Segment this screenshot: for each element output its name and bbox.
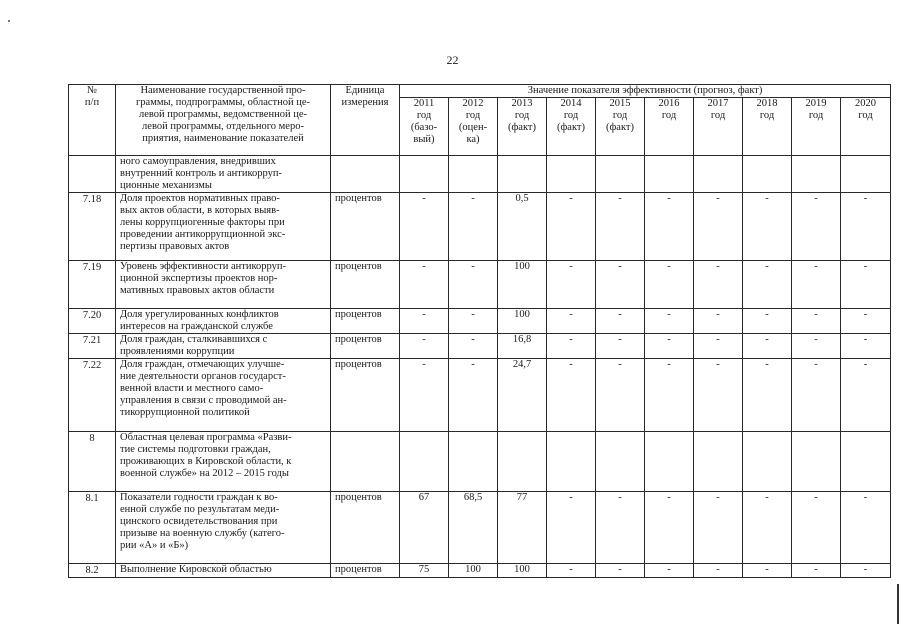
value-cell: 100 <box>449 564 498 578</box>
scan-speck <box>8 20 10 22</box>
value-cell: - <box>694 334 743 359</box>
value-cell: - <box>792 564 841 578</box>
value-cell: - <box>645 309 694 334</box>
row-number: 8.2 <box>69 564 116 578</box>
value-cell: - <box>547 564 596 578</box>
value-cell <box>449 156 498 193</box>
header-values-group: Значение показателя эффективности (прогноз, факт) <box>400 85 891 98</box>
table-row <box>69 432 891 492</box>
value-cell <box>743 156 792 193</box>
value-cell: - <box>743 309 792 334</box>
value-cell: - <box>841 193 891 261</box>
value-cell: - <box>792 309 841 334</box>
value-cell: - <box>596 309 645 334</box>
value-cell: - <box>792 193 841 261</box>
indicator-name: Доля урегулированных конфликтов интересов на гражданской службе <box>116 309 331 334</box>
value-cell: - <box>449 193 498 261</box>
table-row <box>69 334 891 359</box>
value-cell: - <box>743 334 792 359</box>
value-cell: - <box>792 359 841 432</box>
table-row <box>69 359 891 432</box>
table-row <box>69 261 891 309</box>
table-row <box>69 309 891 334</box>
value-cell: - <box>841 564 891 578</box>
value-cell: - <box>743 359 792 432</box>
value-cell <box>841 432 891 492</box>
value-cell: - <box>645 492 694 564</box>
page-number: 22 <box>446 53 459 67</box>
value-cell: - <box>743 193 792 261</box>
value-cell: 16,8 <box>498 334 547 359</box>
unit-of-measure: процентов <box>331 492 400 564</box>
value-cell: - <box>645 193 694 261</box>
value-cell <box>841 156 891 193</box>
value-cell <box>449 432 498 492</box>
indicator-name: Доля граждан, сталкивавшихся с проявлениями коррупции <box>116 334 331 359</box>
value-cell <box>694 156 743 193</box>
unit-of-measure: процентов <box>331 193 400 261</box>
value-cell: - <box>792 492 841 564</box>
row-number: 8.1 <box>69 492 116 564</box>
header-name: Наименование государственной про- граммы, подпрограммы, областной це- левой программы, ведомственной це- левой программы, отдельного меро- приятия, наименование показателей <box>116 85 331 156</box>
value-cell: - <box>547 492 596 564</box>
value-cell: - <box>694 261 743 309</box>
value-cell <box>792 432 841 492</box>
value-cell: - <box>841 334 891 359</box>
unit-of-measure: процентов <box>331 261 400 309</box>
unit-of-measure: процентов <box>331 334 400 359</box>
value-cell: - <box>596 193 645 261</box>
value-cell: - <box>645 359 694 432</box>
header-year-9: 2020 год <box>841 98 891 156</box>
header-year-4: 2015 год (факт) <box>596 98 645 156</box>
indicator-name: Уровень эффективности антикорруп- ционной экспертизы проектов нор- мативных правовых актов области <box>116 261 331 309</box>
value-cell: - <box>400 261 449 309</box>
value-cell: - <box>547 359 596 432</box>
value-cell <box>596 432 645 492</box>
value-cell <box>743 432 792 492</box>
value-cell: - <box>694 359 743 432</box>
value-cell: - <box>841 309 891 334</box>
value-cell: - <box>596 564 645 578</box>
value-cell: - <box>547 309 596 334</box>
value-cell: - <box>547 334 596 359</box>
value-cell: 77 <box>498 492 547 564</box>
value-cell: - <box>645 564 694 578</box>
value-cell: - <box>449 261 498 309</box>
page-edge-mark <box>897 584 899 624</box>
value-cell <box>498 156 547 193</box>
value-cell: - <box>596 261 645 309</box>
table-row <box>69 156 891 193</box>
value-cell: - <box>547 193 596 261</box>
value-cell: - <box>400 309 449 334</box>
value-cell: - <box>743 492 792 564</box>
value-cell: 24,7 <box>498 359 547 432</box>
value-cell <box>547 156 596 193</box>
value-cell: - <box>596 359 645 432</box>
value-cell: 100 <box>498 309 547 334</box>
unit-of-measure <box>331 432 400 492</box>
value-cell: - <box>841 492 891 564</box>
header-year-7: 2018 год <box>743 98 792 156</box>
header-year-5: 2016 год <box>645 98 694 156</box>
header-year-8: 2019 год <box>792 98 841 156</box>
value-cell: - <box>596 492 645 564</box>
indicator-name: ного самоуправления, внедривших внутренний контроль и антикорруп- ционные механизмы <box>116 156 331 193</box>
value-cell: 75 <box>400 564 449 578</box>
value-cell <box>645 156 694 193</box>
table-row <box>69 193 891 261</box>
efficiency-indicators-table <box>68 84 891 578</box>
indicator-name: Доля проектов нормативных право- вых актов области, в которых выяв- лены коррупциогенные факторы при проведении антикоррупционной экс- пертизы правовых актов <box>116 193 331 261</box>
value-cell <box>547 432 596 492</box>
value-cell <box>400 156 449 193</box>
value-cell <box>792 156 841 193</box>
unit-of-measure: процентов <box>331 309 400 334</box>
value-cell: - <box>841 359 891 432</box>
value-cell <box>694 432 743 492</box>
value-cell: - <box>694 309 743 334</box>
row-number: 7.19 <box>69 261 116 309</box>
value-cell: - <box>400 359 449 432</box>
value-cell <box>645 432 694 492</box>
table-row <box>69 564 891 578</box>
value-cell: - <box>449 359 498 432</box>
table-row <box>69 492 891 564</box>
value-cell: - <box>547 261 596 309</box>
value-cell: 100 <box>498 564 547 578</box>
value-cell: 0,5 <box>498 193 547 261</box>
header-year-2: 2013 год (факт) <box>498 98 547 156</box>
indicator-name: Выполнение Кировской областью <box>116 564 331 578</box>
value-cell: - <box>694 492 743 564</box>
value-cell: - <box>400 193 449 261</box>
header-year-3: 2014 год (факт) <box>547 98 596 156</box>
header-year-0: 2011 год (базо- вый) <box>400 98 449 156</box>
unit-of-measure: процентов <box>331 359 400 432</box>
value-cell: - <box>645 334 694 359</box>
value-cell: - <box>596 334 645 359</box>
row-number: 7.20 <box>69 309 116 334</box>
unit-of-measure: процентов <box>331 564 400 578</box>
value-cell <box>400 432 449 492</box>
indicator-name: Показатели годности граждан к во- енной службе по результатам меди- цинского освидетельствования при призыве на военную службу (катего- рии «А» и «Б») <box>116 492 331 564</box>
value-cell: - <box>694 564 743 578</box>
row-number <box>69 156 116 193</box>
value-cell <box>596 156 645 193</box>
value-cell: - <box>743 564 792 578</box>
value-cell: - <box>400 334 449 359</box>
row-number: 7.21 <box>69 334 116 359</box>
row-number: 8 <box>69 432 116 492</box>
row-number: 7.18 <box>69 193 116 261</box>
value-cell: - <box>694 193 743 261</box>
value-cell: - <box>449 334 498 359</box>
row-number: 7.22 <box>69 359 116 432</box>
value-cell: - <box>841 261 891 309</box>
value-cell: - <box>645 261 694 309</box>
header-year-1: 2012 год (оцен- ка) <box>449 98 498 156</box>
value-cell: 67 <box>400 492 449 564</box>
value-cell: - <box>743 261 792 309</box>
value-cell: 68,5 <box>449 492 498 564</box>
indicator-name: Доля граждан, отмечающих улучше- ние деятельности органов государст- венной власти и местного само- управления в связи с проводимой ан- тикоррупционной политикой <box>116 359 331 432</box>
value-cell: - <box>449 309 498 334</box>
header-num: № п/п <box>69 85 116 156</box>
header-year-6: 2017 год <box>694 98 743 156</box>
indicator-name: Областная целевая программа «Разви- тие системы подготовки граждан, проживающих в Кировской области, к военной службе» на 2012 – 2015 годы <box>116 432 331 492</box>
value-cell: 100 <box>498 261 547 309</box>
header-unit: Единица измерения <box>331 85 400 156</box>
value-cell: - <box>792 261 841 309</box>
value-cell: - <box>792 334 841 359</box>
value-cell <box>498 432 547 492</box>
unit-of-measure <box>331 156 400 193</box>
